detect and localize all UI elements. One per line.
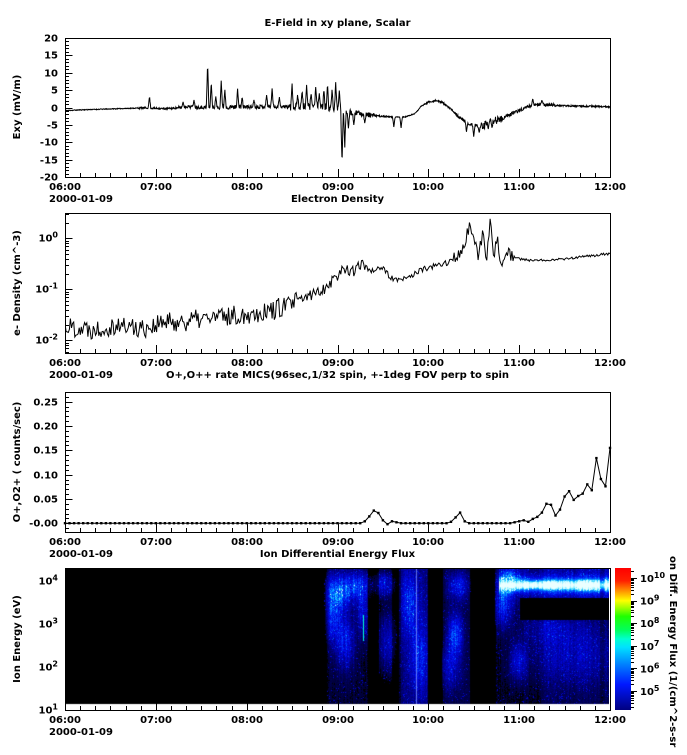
svg-text:07:00: 07:00 [140, 182, 172, 193]
svg-text:08:00: 08:00 [231, 182, 263, 193]
svg-text:103: $10^3$ [38, 616, 58, 631]
svg-text:5: 5 [51, 85, 58, 97]
svg-text:09:00: 09:00 [322, 182, 354, 193]
svg-text:11:00: 11:00 [503, 537, 535, 548]
svg-text:10: 10 [44, 68, 58, 80]
svg-text:107: $10^7$ [640, 638, 660, 653]
svg-text:11:00: 11:00 [503, 358, 535, 369]
svg-text:101: $10^1$ [38, 702, 58, 717]
svg-text:10-1: $10^{-1}$ [35, 281, 58, 296]
svg-text:07:00: 07:00 [140, 358, 172, 369]
colorbar-label: on Diff. Energy Flux (1/(cm^2-s-sr [667, 556, 678, 748]
svg-text:08:00: 08:00 [231, 358, 263, 369]
panel2-title: Electron Density [290, 194, 385, 205]
svg-text:11:00: 11:00 [503, 182, 535, 193]
svg-text:104: $10^4$ [38, 573, 58, 588]
svg-text:15: 15 [44, 50, 58, 62]
exy-series [65, 69, 610, 157]
svg-text:06:00: 06:00 [49, 358, 81, 369]
oplus-rate-series [65, 448, 610, 524]
svg-text:1010: $10^{10}$ [640, 571, 666, 585]
svg-text:-15: -15 [39, 155, 58, 167]
svg-text:10:00: 10:00 [412, 715, 444, 726]
svg-text:08:00: 08:00 [231, 715, 263, 726]
panel2-ylabel: e- Density (cm^-3) [12, 230, 23, 336]
panel1-title: E-Field in xy plane, Scalar [264, 18, 411, 29]
panel4-title: Ion Differential Energy Flux [259, 549, 416, 560]
svg-text:108: $10^8$ [640, 616, 660, 631]
svg-text:10:00: 10:00 [412, 358, 444, 369]
svg-text:20: 20 [44, 33, 58, 45]
svg-text:12:00: 12:00 [594, 182, 626, 193]
svg-text:105: $10^5$ [640, 684, 660, 698]
panel4-ylabel: Ion Energy (eV) [12, 595, 23, 683]
svg-text:07:00: 07:00 [140, 537, 172, 548]
colorbar [615, 568, 631, 710]
svg-text:-0.00: -0.00 [29, 518, 58, 530]
svg-text:0.20: 0.20 [33, 421, 58, 433]
svg-text:12:00: 12:00 [594, 537, 626, 548]
panel4-date: 2000-01-09 [49, 727, 113, 738]
svg-text:10-2: $10^{-2}$ [35, 332, 58, 347]
svg-text:10:00: 10:00 [412, 537, 444, 548]
svg-text:-10: -10 [39, 137, 58, 149]
electron-density-series [65, 219, 610, 339]
svg-text:106: $10^6$ [640, 661, 660, 676]
svg-text:12:00: 12:00 [594, 715, 626, 726]
svg-text:12:00: 12:00 [594, 358, 626, 369]
svg-text:09:00: 09:00 [322, 715, 354, 726]
svg-text:06:00: 06:00 [49, 715, 81, 726]
svg-text:100: $10^0$ [38, 230, 58, 245]
panel1-date: 2000-01-09 [49, 194, 113, 205]
svg-text:0.25: 0.25 [33, 397, 58, 409]
panel3-ylabel: O+,O2+ ( counts/sec) [12, 401, 23, 523]
svg-text:-20: -20 [39, 172, 58, 184]
svg-text:10:00: 10:00 [412, 182, 444, 193]
svg-text:0.05: 0.05 [33, 494, 58, 506]
svg-text:06:00: 06:00 [49, 537, 81, 548]
panel3-title: O+,O++ rate MICS(96sec,1/32 spin, +-1deg FOV perp to spin [165, 370, 510, 381]
svg-text:0.15: 0.15 [33, 445, 58, 457]
svg-text:11:00: 11:00 [503, 715, 535, 726]
svg-text:0.10: 0.10 [33, 470, 58, 482]
svg-text:0: 0 [51, 103, 58, 115]
svg-text:102: $10^2$ [38, 659, 58, 674]
panel3-date: 2000-01-09 [49, 549, 113, 560]
panel2-date: 2000-01-09 [49, 370, 113, 381]
svg-text:09:00: 09:00 [322, 537, 354, 548]
svg-text:07:00: 07:00 [140, 715, 172, 726]
svg-text:109: $10^9$ [640, 593, 660, 608]
svg-text:09:00: 09:00 [322, 358, 354, 369]
svg-text:08:00: 08:00 [231, 537, 263, 548]
panel1-ylabel: Exy (mV/m) [12, 74, 23, 140]
svg-text:06:00: 06:00 [49, 182, 81, 193]
svg-text:-5: -5 [46, 120, 58, 132]
